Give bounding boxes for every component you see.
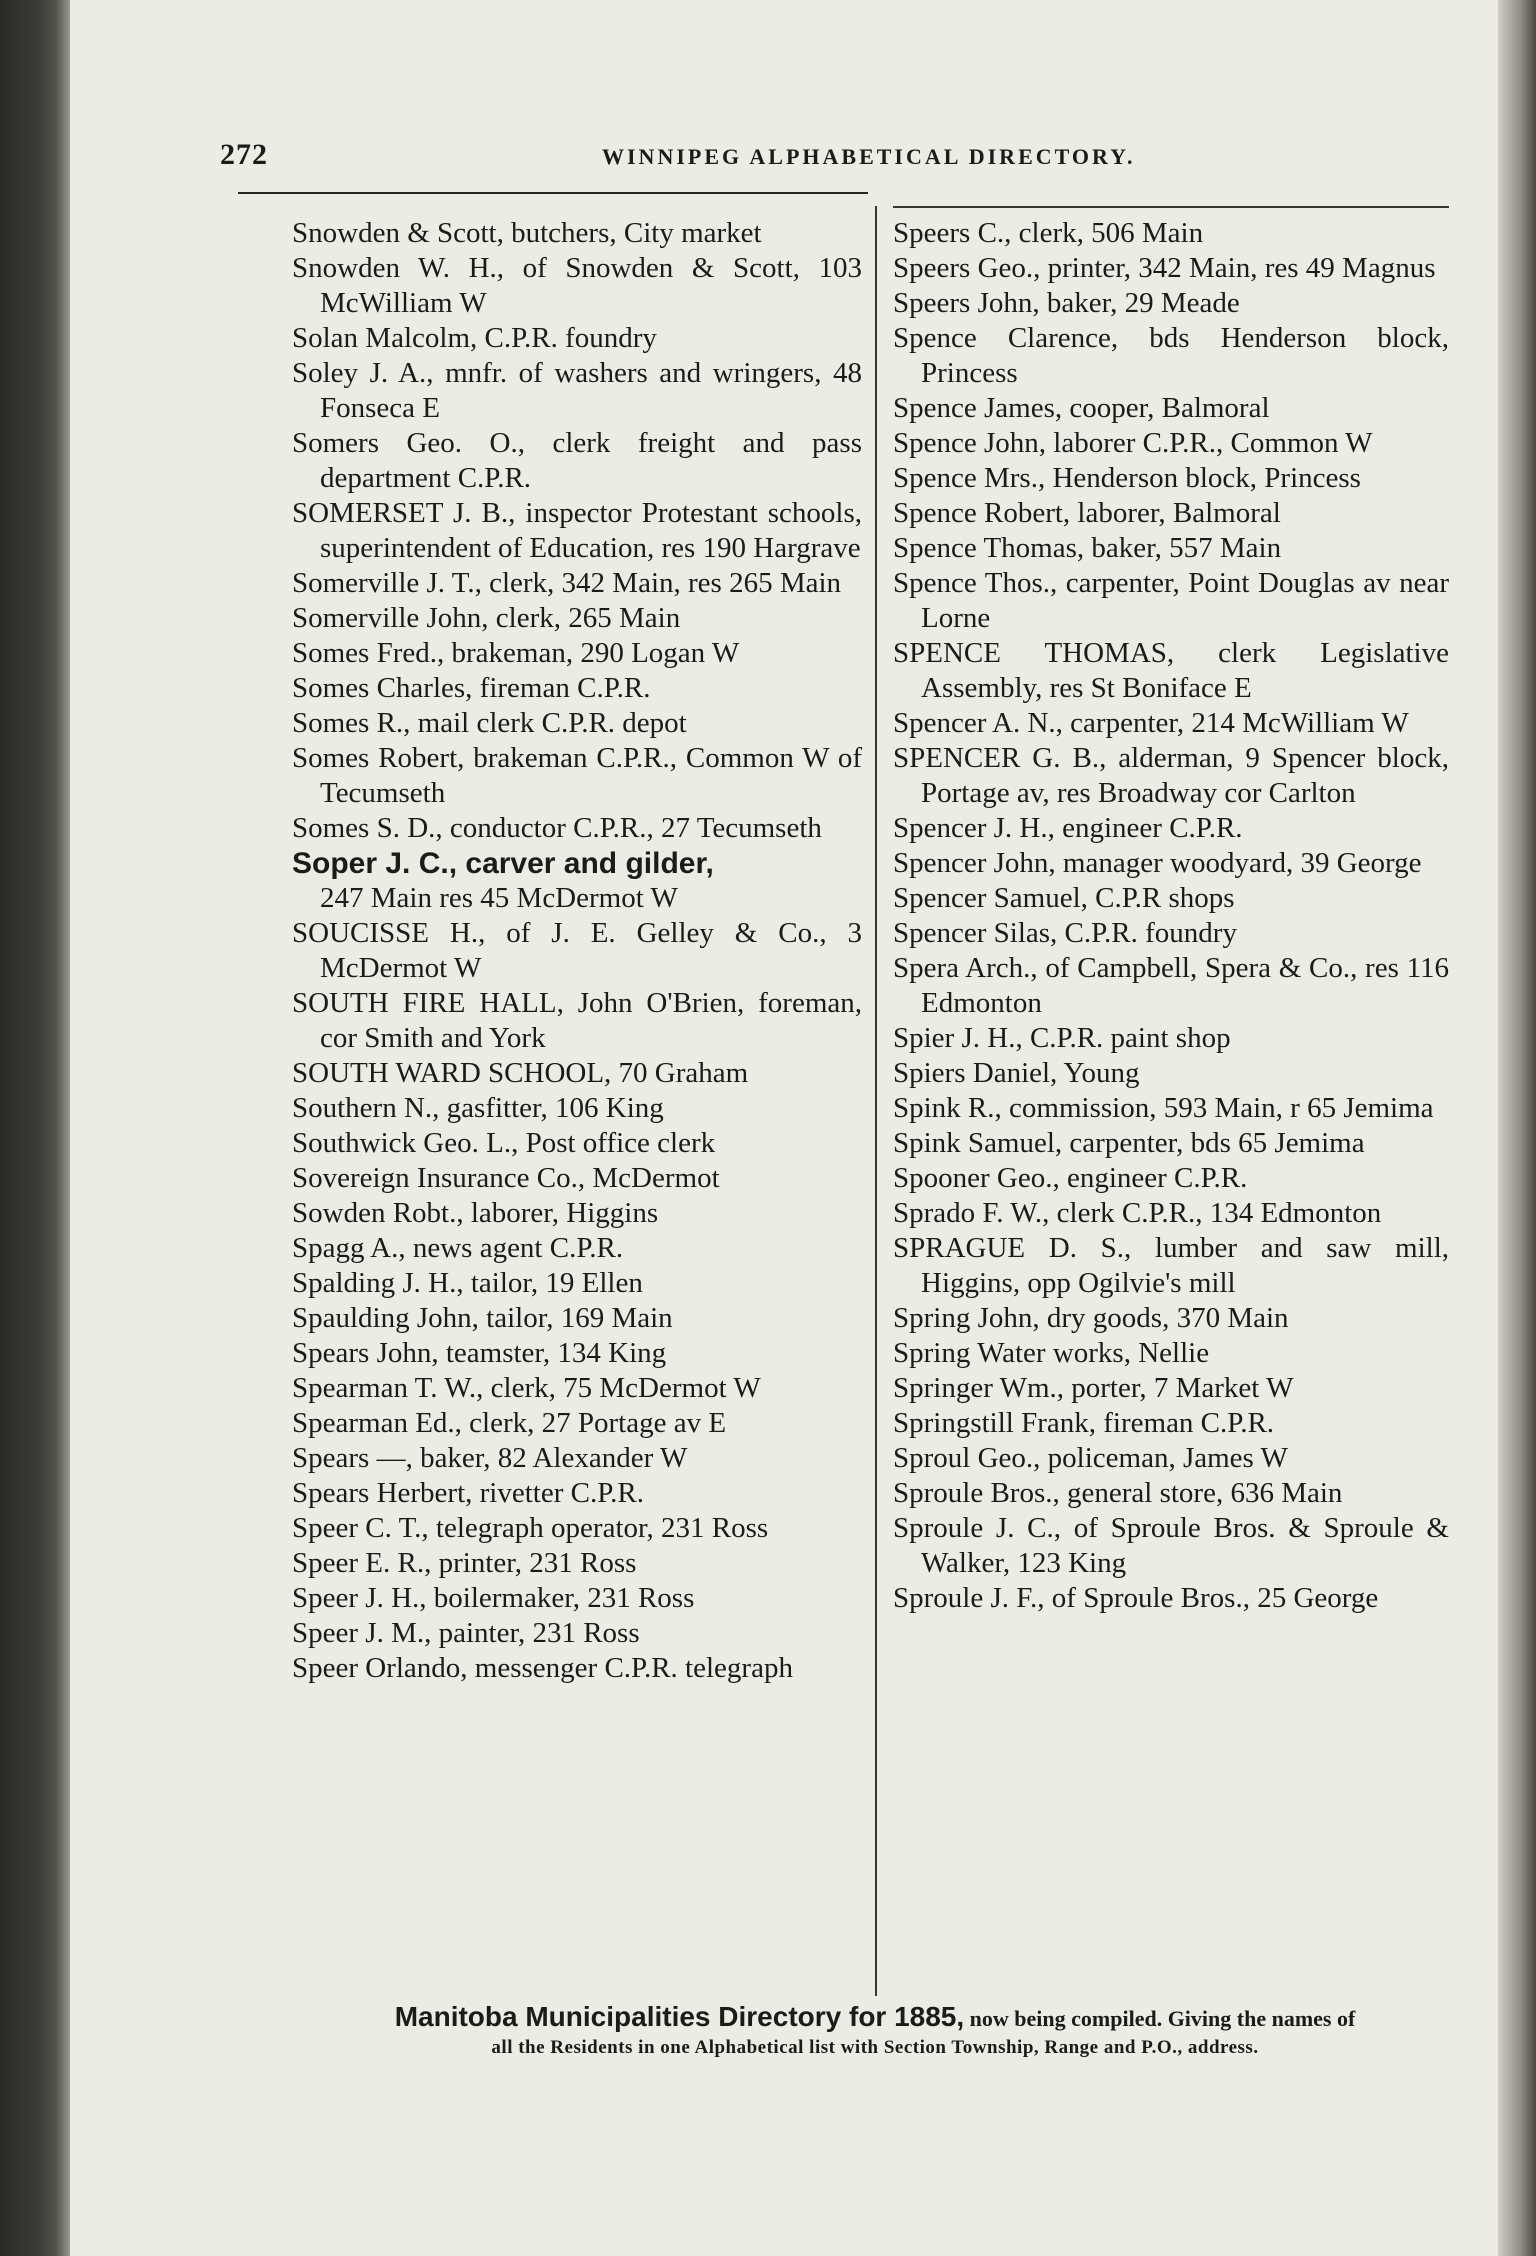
- directory-entry: Spier J. H., C.P.R. paint shop: [893, 1022, 1231, 1054]
- book-binding: [0, 0, 70, 2256]
- directory-entry: Sproule J. F., of Sproule Bros., 25 George: [893, 1582, 1379, 1614]
- directory-entry: Somerville John, clerk, 265 Main: [292, 602, 681, 634]
- directory-entry: Somes Robert, brakeman C.P.R., Common W of Tecumseth: [292, 742, 862, 809]
- directory-entry: Soley J. A., mnfr. of washers and wringers, 48 Fonseca E: [292, 357, 862, 424]
- left-column: [292, 216, 862, 1686]
- directory-entry: Somes Charles, fireman C.P.R.: [292, 672, 651, 704]
- directory-entry: Somers Geo. O., clerk freight and pass department C.P.R.: [292, 427, 862, 494]
- footer-line-1-rest: now being compiled. Giving the names of: [964, 2006, 1356, 2031]
- directory-entry: SPRAGUE D. S., lumber and saw mill, Higgins, opp Ogilvie's mill: [893, 1232, 1449, 1299]
- directory-entry: Sowden Robt., laborer, Higgins: [292, 1197, 659, 1229]
- running-head: [220, 128, 1450, 188]
- directory-entry: Spearman T. W., clerk, 75 McDermot W: [292, 1372, 761, 1404]
- directory-entry: Somerville J. T., clerk, 342 Main, res 265 Main: [292, 567, 842, 599]
- directory-entry: Spalding J. H., tailor, 19 Ellen: [292, 1267, 643, 1299]
- directory-entry: SPENCE THOMAS, clerk Legislative Assembly, res St Boniface E: [893, 637, 1449, 704]
- directory-entry: Sproul Geo., policeman, James W: [893, 1442, 1288, 1474]
- column-top-rule: [893, 206, 1449, 208]
- directory-entry: Spence Thomas, baker, 557 Main: [893, 532, 1282, 564]
- directory-entry: Snowden & Scott, butchers, City market: [292, 217, 762, 249]
- directory-entry: Spence Mrs., Henderson block, Princess: [893, 462, 1361, 494]
- directory-entry: SOUTH FIRE HALL, John O'Brien, foreman, cor Smith and York: [292, 987, 862, 1054]
- directory-entry: Sovereign Insurance Co., McDermot: [292, 1162, 720, 1194]
- directory-entry: Southern N., gasfitter, 106 King: [292, 1092, 664, 1124]
- header-rule: [238, 192, 868, 194]
- directory-entry: Spagg A., news agent C.P.R.: [292, 1232, 624, 1264]
- directory-entry: Sprado F. W., clerk C.P.R., 134 Edmonton: [893, 1197, 1382, 1229]
- directory-entry: Spencer A. N., carpenter, 214 McWilliam W: [893, 707, 1409, 739]
- footer-line-1: [290, 2002, 1460, 2034]
- directory-entry: Spencer Samuel, C.P.R shops: [893, 882, 1235, 914]
- directory-entry: Spaulding John, tailor, 169 Main: [292, 1302, 673, 1334]
- directory-entry: SOUTH WARD SCHOOL, 70 Graham: [292, 1057, 749, 1089]
- directory-entry: Spence Thos., carpenter, Point Douglas av near Lorne: [893, 567, 1449, 634]
- directory-entry: Spencer John, manager woodyard, 39 George: [893, 847, 1422, 879]
- directory-entry: Somes R., mail clerk C.P.R. depot: [292, 707, 687, 739]
- directory-entry: Soper J. C., carver and gilder,: [292, 847, 714, 880]
- directory-entry: Spiers Daniel, Young: [893, 1057, 1140, 1089]
- directory-entry: Speers Geo., printer, 342 Main, res 49 Magnus: [893, 252, 1436, 284]
- directory-entry: Speers C., clerk, 506 Main: [893, 217, 1204, 249]
- directory-entry: SOUCISSE H., of J. E. Gelley & Co., 3 McDermot W: [292, 917, 862, 984]
- directory-entry: 247 Main res 45 McDermot W: [320, 882, 678, 914]
- footer-title: Manitoba Municipalities Directory for 1885,: [394, 2001, 965, 2032]
- directory-entry: Spears John, teamster, 134 King: [292, 1337, 667, 1369]
- directory-entry: Spring Water works, Nellie: [893, 1337, 1210, 1369]
- page-edge: [1498, 0, 1536, 2256]
- directory-entry: Spink Samuel, carpenter, bds 65 Jemima: [893, 1127, 1365, 1159]
- directory-entry: SPENCER G. B., alderman, 9 Spencer block, Portage av, res Broadway cor Carlton: [893, 742, 1449, 809]
- directory-entry: Spence Robert, laborer, Balmoral: [893, 497, 1281, 529]
- directory-entry: Speer Orlando, messenger C.P.R. telegraph: [292, 1652, 793, 1684]
- page-title: WINNIPEG ALPHABETICAL DIRECTORY.: [602, 144, 1136, 169]
- directory-entry: Southwick Geo. L., Post office clerk: [292, 1127, 716, 1159]
- directory-entry: Spring John, dry goods, 370 Main: [893, 1302, 1289, 1334]
- directory-entry: Sproule Bros., general store, 636 Main: [893, 1477, 1343, 1509]
- directory-entry: Spencer Silas, C.P.R. foundry: [893, 917, 1237, 949]
- directory-entry: Speer J. H., boilermaker, 231 Ross: [292, 1582, 695, 1614]
- directory-entry: Spencer J. H., engineer C.P.R.: [893, 812, 1243, 844]
- directory-entry: Sproule J. C., of Sproule Bros. & Sproule & Walker, 123 King: [893, 1512, 1449, 1579]
- directory-entry: Speer J. M., painter, 231 Ross: [292, 1617, 640, 1649]
- page-number: 272: [220, 138, 268, 171]
- directory-entry: Spooner Geo., engineer C.P.R.: [893, 1162, 1248, 1194]
- right-column: [893, 216, 1449, 1616]
- directory-entry: Spera Arch., of Campbell, Spera & Co., res 116 Edmonton: [893, 952, 1449, 1019]
- directory-entry: Speer C. T., telegraph operator, 231 Ross: [292, 1512, 769, 1544]
- directory-entry: Somes S. D., conductor C.P.R., 27 Tecumseth: [292, 812, 822, 844]
- footer-line-2: all the Residents in one Alphabetical list with Section Township, Range and P.O., address.: [491, 2037, 1259, 2058]
- directory-entry: Spearman Ed., clerk, 27 Portage av E: [292, 1407, 727, 1439]
- directory-entry: Springstill Frank, fireman C.P.R.: [893, 1407, 1275, 1439]
- directory-entry: Spears Herbert, rivetter C.P.R.: [292, 1477, 644, 1509]
- directory-entry: Solan Malcolm, C.P.R. foundry: [292, 322, 657, 354]
- directory-entry: Spence Clarence, bds Henderson block, Princess: [893, 322, 1449, 389]
- footer-advertisement: [290, 2002, 1460, 2062]
- directory-entry: Somes Fred., brakeman, 290 Logan W: [292, 637, 740, 669]
- column-divider: [875, 206, 877, 1996]
- directory-entry: Speers John, baker, 29 Meade: [893, 287, 1240, 319]
- directory-entry: Spence John, laborer C.P.R., Common W: [893, 427, 1373, 459]
- directory-entry: Spink R., commission, 593 Main, r 65 Jemima: [893, 1092, 1434, 1124]
- directory-entry: Speer E. R., printer, 231 Ross: [292, 1547, 637, 1579]
- directory-entry: SOMERSET J. B., inspector Protestant schools, superintendent of Education, res 190 Hargrave: [292, 497, 862, 564]
- directory-entry: Spears —, baker, 82 Alexander W: [292, 1442, 688, 1474]
- directory-entry: Snowden W. H., of Snowden & Scott, 103 McWilliam W: [292, 252, 862, 319]
- directory-entry: Spence James, cooper, Balmoral: [893, 392, 1270, 424]
- directory-entry: Springer Wm., porter, 7 Market W: [893, 1372, 1294, 1404]
